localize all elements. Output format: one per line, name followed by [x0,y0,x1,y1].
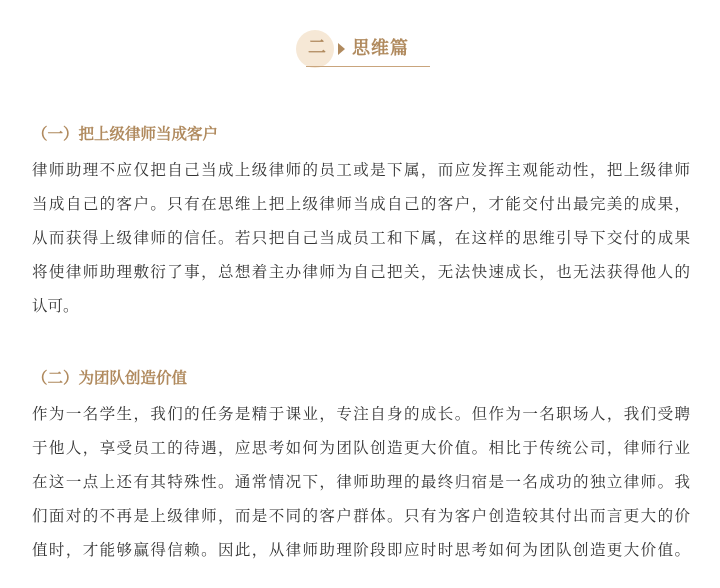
body-line: 将使律师助理敷衍了事，总想着主办律师为自己把关，无法快速成长，也无法获得他人的 [32,263,690,281]
subsection-heading-1: （一）把上级律师当成客户 [32,125,219,143]
header-underline [306,66,430,67]
body-line: 于他人，享受员工的待遇，应思考如何为团队创造更大价值。相比于传统公司，律师行业 [32,439,690,457]
body-line: 值时，才能够赢得信赖。因此，从律师助理阶段即应时时思考如何为团队创造更大价值。 [32,541,690,559]
body-line: 从而获得上级律师的信任。若只把自己当成员工和下属，在这样的思维引导下交付的成果 [32,229,690,247]
body-line: 在这一点上还有其特殊性。通常情况下，律师助理的最终归宿是一名成功的独立律师。我 [32,473,690,491]
section-numeral: 二 [308,37,326,58]
body-line: 们面对的不再是上级律师，而是不同的客户群体。只有为客户创造较其付出而言更大的价 [32,507,690,525]
triangle-right-icon [338,43,345,55]
section-title: 思维篇 [352,38,409,59]
body-line: 律师助理不应仅把自己当成上级律师的员工或是下属，而应发挥主观能动性，把上级律师 [32,161,690,179]
body-line: 认可。 [32,297,79,315]
subsection-body-2 [32,397,690,567]
body-line: 作为一名学生，我们的任务是精于课业，专注自身的成长。但作为一名职场人，我们受聘 [32,405,690,423]
subsection-heading-2: （二）为团队创造价值 [32,369,188,387]
body-line: 当成自己的客户。只有在思维上把上级律师当成自己的客户，才能交付出最完美的成果， [32,195,690,213]
subsection-body-1 [32,153,690,323]
section-header [296,30,432,68]
